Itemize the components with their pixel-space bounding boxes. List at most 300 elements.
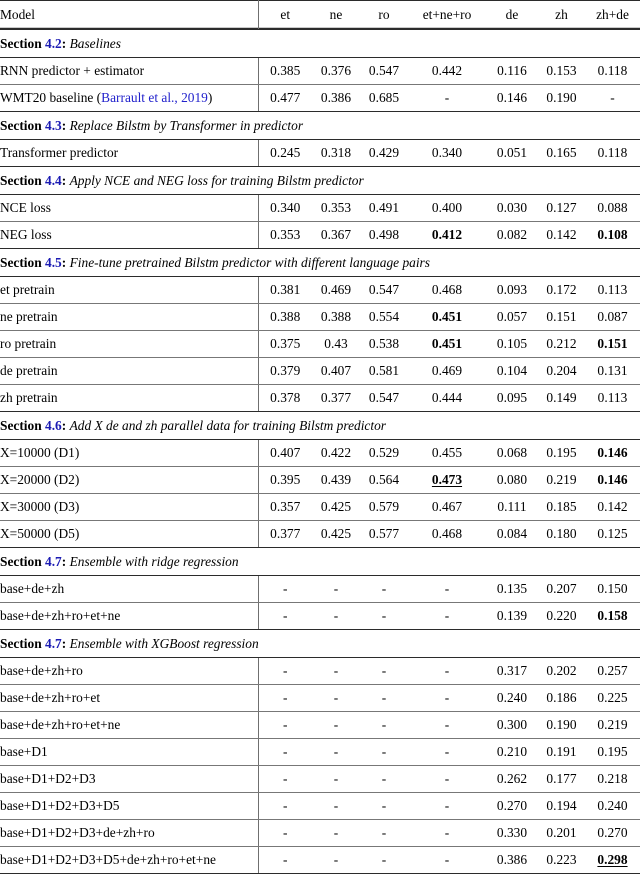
cell-value: 0.388 (270, 309, 301, 324)
table-row[interactable] (0, 739, 640, 766)
column-header-zh: zh (538, 1, 585, 30)
section-number: 4.4 (45, 172, 62, 188)
cell-value: 0.377 (320, 390, 352, 405)
table-row[interactable] (0, 793, 640, 820)
section-heading-row (0, 548, 640, 576)
cell-value: 0.030 (496, 200, 528, 215)
cell-value: 0.219 (546, 472, 577, 487)
section-title: Baselines (69, 35, 121, 51)
cell-value: - (381, 581, 387, 596)
cell-value: - (444, 798, 450, 813)
cell-value: 0.172 (546, 282, 577, 297)
cell-zhde (585, 58, 640, 85)
cell-value: - (283, 852, 288, 867)
cell-et (258, 739, 312, 766)
cell-et (258, 358, 312, 385)
cell-value: 0.491 (368, 200, 400, 215)
cell-value: 0.186 (546, 690, 577, 705)
cell-value: 0.068 (496, 445, 528, 460)
table-row[interactable] (0, 603, 640, 630)
cell-zh (538, 521, 585, 548)
section-number: 4.3 (45, 117, 62, 133)
cell-value: - (444, 581, 450, 596)
cell-zhde (585, 85, 640, 112)
cell-value: - (333, 663, 339, 678)
row-label-text: Transformer predictor (0, 145, 119, 160)
cell-value: - (381, 690, 387, 705)
cell-zh (538, 304, 585, 331)
cell-value: 0.190 (546, 717, 577, 732)
cell-ro (360, 766, 408, 793)
cell-etnero (408, 494, 486, 521)
row-label-row-base-d1-d2-d3 (0, 766, 258, 793)
section-title: Ensemble with ridge regression (69, 553, 239, 569)
cell-value: 0.473 (431, 472, 463, 487)
cell-ne (312, 494, 360, 521)
cell-et (258, 658, 312, 685)
cell-value: 0.191 (546, 744, 577, 759)
cell-value: 0.201 (546, 825, 577, 840)
cell-et (258, 766, 312, 793)
cell-etnero (408, 85, 486, 112)
cell-etnero (408, 467, 486, 494)
table-row[interactable] (0, 358, 640, 385)
cell-zhde (585, 766, 640, 793)
row-label-row-zh-pretrain (0, 385, 258, 412)
cell-zhde (585, 440, 640, 467)
cell-value: 0.455 (431, 445, 463, 460)
cell-zhde (585, 820, 640, 847)
cell-etnero (408, 739, 486, 766)
row-label-row-base-de-zh-ro (0, 658, 258, 685)
table-row[interactable] (0, 658, 640, 685)
cell-ne (312, 576, 360, 603)
column-header-et: et (258, 1, 312, 30)
cell-ro (360, 440, 408, 467)
table-row[interactable] (0, 440, 640, 467)
cell-ro (360, 277, 408, 304)
cell-value: 0.153 (546, 63, 577, 78)
cell-ro (360, 712, 408, 739)
cell-value: 0.451 (431, 336, 463, 351)
cell-value: - (444, 852, 450, 867)
cell-ne (312, 739, 360, 766)
cell-ro (360, 467, 408, 494)
section-word: Section (0, 553, 42, 569)
cell-zh (538, 58, 585, 85)
row-label-row-x-20000-d2 (0, 467, 258, 494)
section-title: Ensemble with XGBoost regression (69, 635, 259, 651)
cell-value: - (444, 717, 450, 732)
section-heading-row (0, 412, 640, 440)
cell-value: 0.125 (597, 526, 628, 541)
cell-value: 0.468 (431, 526, 463, 541)
cell-etnero (408, 712, 486, 739)
cell-value: - (333, 771, 339, 786)
cell-zh (538, 685, 585, 712)
cell-value: 0.444 (431, 390, 463, 405)
cell-value: 0.105 (496, 336, 528, 351)
row-label-text: ne pretrain (0, 309, 58, 324)
cell-zh (538, 793, 585, 820)
cell-ro (360, 304, 408, 331)
table-row[interactable] (0, 820, 640, 847)
cell-value: - (444, 663, 450, 678)
cell-value: 0.113 (597, 282, 628, 297)
cell-value: 0.451 (431, 309, 463, 324)
cell-value: 0.467 (431, 499, 463, 514)
cell-value: 0.375 (270, 336, 301, 351)
cell-etnero (408, 820, 486, 847)
cell-de (486, 847, 538, 874)
cell-zh (538, 195, 585, 222)
cell-value: 0.439 (320, 472, 352, 487)
cell-ro (360, 140, 408, 167)
cell-value: 0.317 (496, 663, 528, 678)
cell-zh (538, 222, 585, 249)
cell-value: 0.381 (270, 282, 301, 297)
cell-value: - (610, 90, 615, 105)
row-label-text: base+de+zh+ro+et+ne (0, 717, 121, 732)
cell-value: 0.468 (431, 282, 463, 297)
table-row[interactable] (0, 685, 640, 712)
cell-value: 0.386 (496, 852, 528, 867)
cell-zhde (585, 658, 640, 685)
cell-etnero (408, 847, 486, 874)
cell-et (258, 140, 312, 167)
row-label-row-x-50000-d5 (0, 521, 258, 548)
row-label-row-x-30000-d3 (0, 494, 258, 521)
row-label-row-rnn-predictor-estimator (0, 58, 258, 85)
column-header-de: de (486, 1, 538, 30)
cell-value: - (283, 825, 288, 840)
cell-value: 0.180 (546, 526, 577, 541)
table-row[interactable] (0, 467, 640, 494)
row-label-row-de-pretrain (0, 358, 258, 385)
cell-de (486, 793, 538, 820)
cell-et (258, 85, 312, 112)
cell-ne (312, 793, 360, 820)
cell-etnero (408, 222, 486, 249)
section-title: Add X de and zh parallel data for training Bilstm predictor (69, 417, 386, 433)
cell-et (258, 576, 312, 603)
cell-value: - (381, 852, 387, 867)
cell-de (486, 222, 538, 249)
citation-link[interactable]: Barrault et al., 2019 (101, 90, 208, 105)
cell-etnero (408, 277, 486, 304)
cell-zhde (585, 195, 640, 222)
cell-value: - (381, 663, 387, 678)
cell-ro (360, 658, 408, 685)
cell-et (258, 603, 312, 630)
row-label-row-x-10000-d1 (0, 440, 258, 467)
column-header-ro: ro (360, 1, 408, 30)
cell-zhde (585, 847, 640, 874)
cell-value: 0.158 (597, 608, 628, 623)
table-row[interactable] (0, 140, 640, 167)
cell-value: 0.093 (496, 282, 528, 297)
cell-value: - (283, 744, 288, 759)
cell-et (258, 521, 312, 548)
section-heading-row (0, 630, 640, 658)
cell-zh (538, 576, 585, 603)
cell-value: 0.185 (546, 499, 577, 514)
cell-value: 0.195 (546, 445, 577, 460)
cell-value: - (444, 90, 450, 105)
cell-value: - (333, 690, 339, 705)
cell-et (258, 793, 312, 820)
section-heading-sec-4-5 (0, 249, 640, 277)
cell-value: - (283, 608, 288, 623)
cell-value: 0.298 (597, 852, 628, 867)
cell-value: 0.194 (546, 798, 577, 813)
cell-value: 0.190 (546, 90, 577, 105)
cell-ne (312, 820, 360, 847)
cell-de (486, 685, 538, 712)
cell-value: 0.204 (546, 363, 577, 378)
cell-value: 0.111 (497, 499, 527, 514)
cell-value: - (283, 581, 288, 596)
cell-ne (312, 603, 360, 630)
cell-ne (312, 766, 360, 793)
cell-value: 0.135 (496, 581, 528, 596)
cell-de (486, 58, 538, 85)
cell-zhde (585, 304, 640, 331)
cell-zh (538, 820, 585, 847)
section-heading-row (0, 112, 640, 140)
cell-value: 0.270 (496, 798, 528, 813)
cell-value: 0.262 (496, 771, 528, 786)
table-row[interactable] (0, 58, 640, 85)
cell-zh (538, 277, 585, 304)
section-number: 4.6 (45, 417, 62, 433)
cell-zhde (585, 385, 640, 412)
section-heading-sec-4-7-ridge (0, 548, 640, 576)
cell-value: 0.095 (496, 390, 528, 405)
cell-value: 0.395 (270, 472, 301, 487)
table-row[interactable] (0, 222, 640, 249)
cell-de (486, 521, 538, 548)
cell-ne (312, 85, 360, 112)
cell-value: - (333, 744, 339, 759)
cell-etnero (408, 658, 486, 685)
table-row[interactable] (0, 847, 640, 874)
cell-zhde (585, 358, 640, 385)
cell-zhde (585, 222, 640, 249)
row-label-row-base-d1-d2-d3-d5 (0, 793, 258, 820)
row-label-row-base-d1-d2-d3-d5-de-zh-ro-et-ne (0, 847, 258, 874)
cell-value: 0.353 (320, 200, 352, 215)
cell-de (486, 358, 538, 385)
cell-de (486, 712, 538, 739)
cell-value: - (381, 825, 387, 840)
table-row[interactable] (0, 331, 640, 358)
section-title: Apply NCE and NEG loss for training Bilstm predictor (69, 172, 364, 188)
cell-value: 0.378 (270, 390, 301, 405)
cell-zh (538, 712, 585, 739)
cell-etnero (408, 58, 486, 85)
cell-value: 0.225 (597, 690, 628, 705)
cell-value: 0.385 (270, 63, 301, 78)
cell-value: 0.149 (546, 390, 577, 405)
cell-ne (312, 521, 360, 548)
cell-et (258, 440, 312, 467)
cell-de (486, 494, 538, 521)
cell-zhde (585, 739, 640, 766)
cell-value: 0.146 (597, 472, 628, 487)
cell-ro (360, 521, 408, 548)
cell-value: 0.245 (270, 145, 301, 160)
row-label-text: X=20000 (D2) (0, 472, 80, 487)
table-row[interactable] (0, 195, 640, 222)
row-label-suffix: ) (207, 90, 213, 105)
table-row[interactable] (0, 712, 640, 739)
cell-ro (360, 603, 408, 630)
cell-et (258, 58, 312, 85)
cell-ne (312, 58, 360, 85)
cell-etnero (408, 385, 486, 412)
cell-value: 0.407 (270, 445, 301, 460)
cell-zhde (585, 603, 640, 630)
cell-de (486, 195, 538, 222)
row-label-row-transformer-predictor (0, 140, 258, 167)
cell-et (258, 277, 312, 304)
section-word: Section (0, 417, 42, 433)
cell-value: 0.429 (368, 145, 400, 160)
cell-value: 0.118 (597, 145, 628, 160)
cell-ro (360, 685, 408, 712)
section-heading-sec-4-4 (0, 167, 640, 195)
cell-ro (360, 576, 408, 603)
cell-de (486, 277, 538, 304)
table-row[interactable] (0, 277, 640, 304)
table-row[interactable] (0, 494, 640, 521)
cell-value: 0.529 (368, 445, 400, 460)
table-header-row (0, 1, 640, 30)
section-colon: : (61, 117, 67, 133)
cell-value: 0.082 (496, 227, 528, 242)
cell-value: 0.412 (431, 227, 463, 242)
table-row[interactable] (0, 576, 640, 603)
cell-value: 0.127 (546, 200, 577, 215)
cell-et (258, 385, 312, 412)
cell-zh (538, 766, 585, 793)
cell-zh (538, 658, 585, 685)
row-label-row-base-de-zh-ro-et-ne (0, 603, 258, 630)
cell-value: 0.579 (368, 499, 400, 514)
row-label-row-base-de-zh-ro-et (0, 685, 258, 712)
cell-de (486, 331, 538, 358)
cell-value: 0.104 (496, 363, 528, 378)
table-row[interactable] (0, 385, 640, 412)
cell-et (258, 820, 312, 847)
cell-value: 0.113 (597, 390, 628, 405)
cell-zhde (585, 712, 640, 739)
cell-value: 0.057 (496, 309, 528, 324)
cell-value: 0.43 (324, 336, 348, 351)
cell-value: 0.376 (320, 63, 352, 78)
cell-value: 0.051 (496, 145, 528, 160)
cell-value: 0.538 (368, 336, 400, 351)
cell-value: - (283, 771, 288, 786)
cell-value: 0.422 (320, 445, 352, 460)
cell-value: - (381, 798, 387, 813)
cell-zh (538, 467, 585, 494)
cell-value: 0.151 (597, 336, 628, 351)
cell-value: 0.151 (546, 309, 577, 324)
row-label-row-wmt20-baseline (0, 85, 258, 112)
table-body (0, 30, 640, 874)
section-number: 4.2 (45, 35, 62, 51)
cell-de (486, 385, 538, 412)
section-colon: : (61, 635, 67, 651)
cell-zh (538, 331, 585, 358)
cell-zh (538, 85, 585, 112)
cell-value: 0.425 (320, 526, 352, 541)
cell-value: 0.564 (368, 472, 400, 487)
table-row[interactable] (0, 766, 640, 793)
row-label-text: de pretrain (0, 363, 58, 378)
cell-ro (360, 494, 408, 521)
cell-et (258, 304, 312, 331)
cell-zh (538, 385, 585, 412)
cell-value: 0.116 (497, 63, 527, 78)
cell-value: - (333, 608, 339, 623)
cell-zhde (585, 467, 640, 494)
cell-value: 0.146 (597, 445, 628, 460)
cell-value: 0.088 (597, 200, 628, 215)
cell-de (486, 603, 538, 630)
table-row[interactable] (0, 304, 640, 331)
cell-value: 0.142 (546, 227, 577, 242)
cell-value: - (444, 771, 450, 786)
row-label-text: X=10000 (D1) (0, 445, 80, 460)
cell-value: 0.118 (597, 63, 628, 78)
cell-ro (360, 195, 408, 222)
cell-value: 0.685 (368, 90, 400, 105)
table-row[interactable] (0, 521, 640, 548)
cell-ne (312, 685, 360, 712)
cell-ne (312, 195, 360, 222)
cell-zhde (585, 521, 640, 548)
table-row[interactable] (0, 85, 640, 112)
cell-value: 0.377 (270, 526, 301, 541)
cell-ne (312, 467, 360, 494)
cell-ro (360, 793, 408, 820)
cell-value: 0.367 (320, 227, 352, 242)
cell-de (486, 739, 538, 766)
cell-value: 0.218 (597, 771, 628, 786)
cell-zhde (585, 494, 640, 521)
section-word: Section (0, 254, 42, 270)
cell-ne (312, 222, 360, 249)
cell-etnero (408, 521, 486, 548)
cell-ne (312, 847, 360, 874)
cell-value: - (283, 663, 288, 678)
cell-value: 0.379 (270, 363, 301, 378)
section-heading-row (0, 249, 640, 277)
cell-zhde (585, 140, 640, 167)
cell-ro (360, 331, 408, 358)
column-header-ne: ne (312, 1, 360, 30)
cell-zh (538, 358, 585, 385)
cell-value: 0.400 (431, 200, 463, 215)
cell-value: - (283, 690, 288, 705)
cell-value: 0.142 (597, 499, 628, 514)
cell-value: 0.577 (368, 526, 400, 541)
cell-value: 0.330 (496, 825, 528, 840)
cell-value: 0.547 (368, 390, 400, 405)
